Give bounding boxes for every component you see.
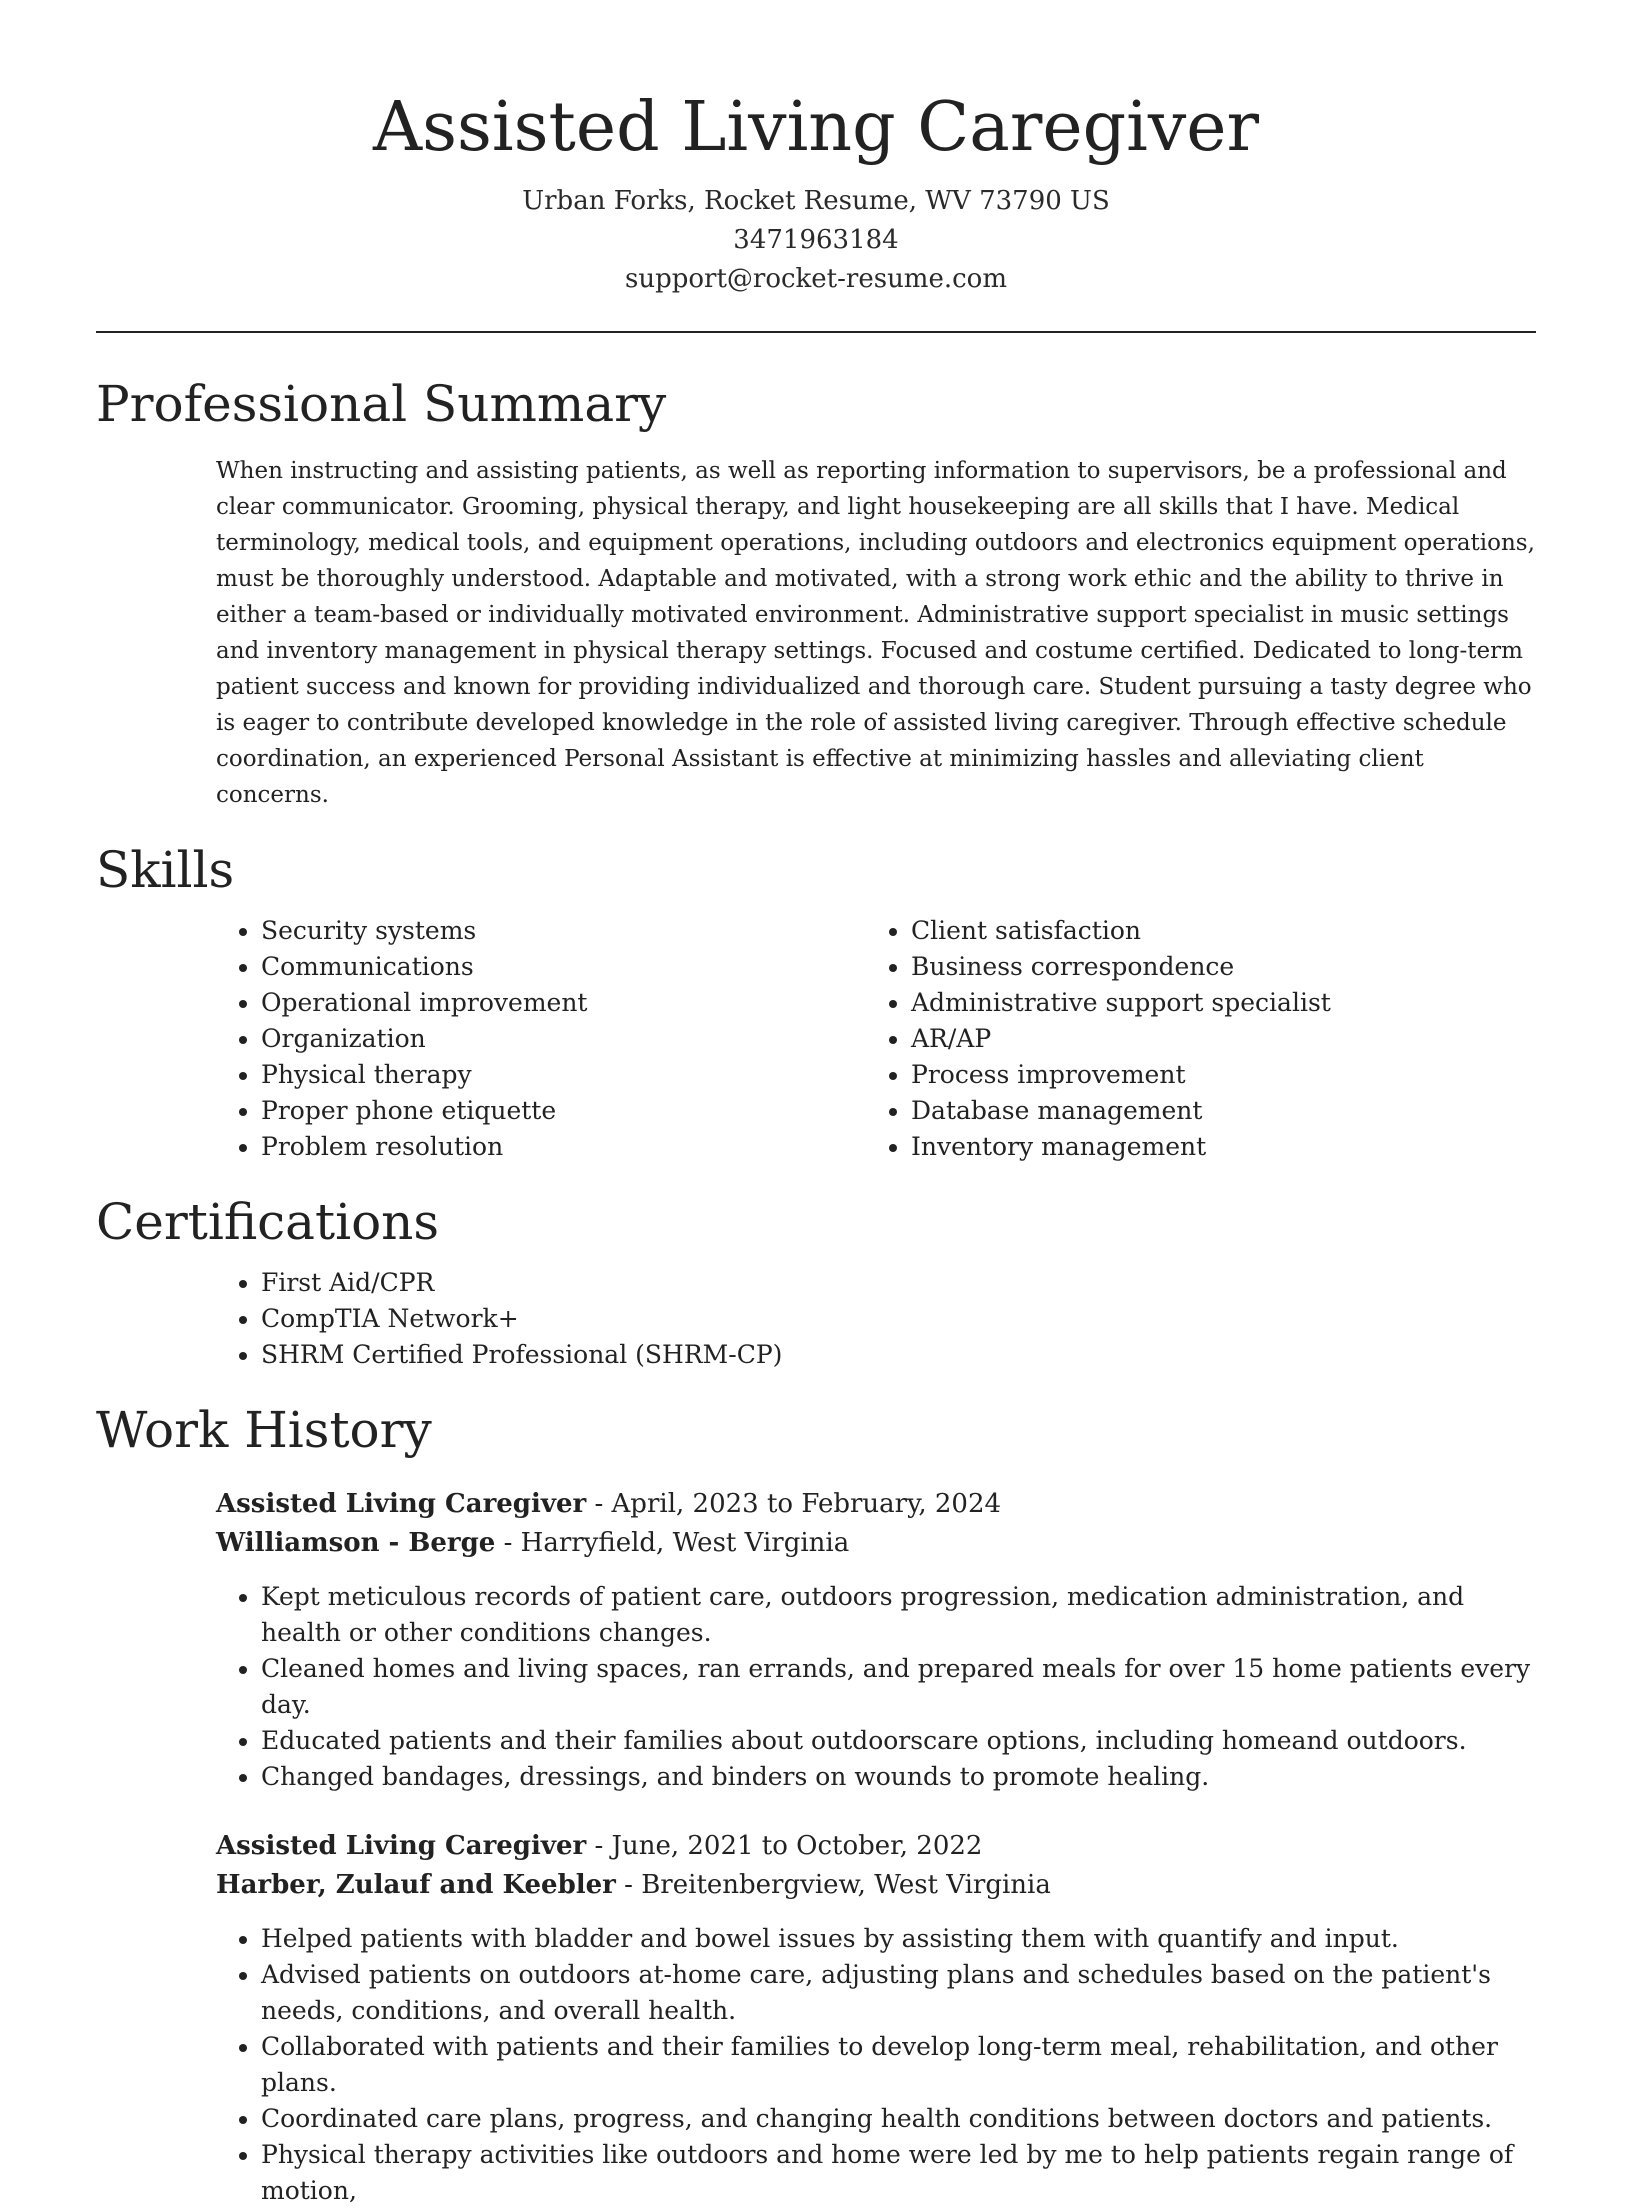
certifications-heading: Certifications xyxy=(96,1193,440,1251)
header-divider xyxy=(96,331,1536,333)
skills-column-right xyxy=(866,913,1516,1165)
skill-item: • Organization xyxy=(261,1021,866,1057)
job-entry xyxy=(216,1485,1536,1795)
job-company-line xyxy=(216,1524,1536,1563)
resume-header xyxy=(0,0,1632,299)
job-company: Williamson - Berge xyxy=(216,1528,496,1558)
skill-item: • AR/AP xyxy=(911,1021,1516,1057)
skill-item: • Communications xyxy=(261,949,866,985)
job-duty-item: • Educated patients and their families about outdoorscare options, including homeand outdoors. xyxy=(261,1723,1536,1759)
job-duty-item: • Cleaned homes and living spaces, ran errands, and prepared meals for over 15 home patients every day. xyxy=(261,1651,1536,1723)
job-company: Harber, Zulauf and Keebler xyxy=(216,1870,616,1900)
skill-item: • Problem resolution xyxy=(261,1129,866,1165)
summary-section xyxy=(96,373,1536,813)
contact-phone: 3471963184 xyxy=(733,225,899,255)
job-title: Assisted Living Caregiver xyxy=(216,1831,587,1861)
job-duties-list xyxy=(216,1579,1536,1795)
skill-item: • Business correspondence xyxy=(911,949,1516,985)
work-history-section xyxy=(96,1399,1536,2209)
job-company-line xyxy=(216,1866,1536,1905)
job-title: Assisted Living Caregiver xyxy=(216,1489,587,1519)
job-entry xyxy=(216,1827,1536,2209)
job-duty-item: • Changed bandages, dressings, and binders on wounds to promote healing. xyxy=(261,1759,1536,1795)
job-duty-item: • Physical therapy activities like outdoors and home were led by me to help patients regain range of motion, xyxy=(261,2137,1536,2209)
work-history-jobs xyxy=(216,1485,1536,2209)
job-duty-item: • Helped patients with bladder and bowel issues by assisting them with quantify and input. xyxy=(261,1921,1536,1957)
skills-column-left xyxy=(216,913,866,1165)
skills-list-right xyxy=(866,913,1516,1165)
summary-heading: Professional Summary xyxy=(96,375,667,433)
skill-item: • Database management xyxy=(911,1093,1516,1129)
certifications-section xyxy=(96,1191,1536,1373)
skill-item: • Process improvement xyxy=(911,1057,1516,1093)
contact-address: Urban Forks, Rocket Resume, WV 73790 US xyxy=(522,186,1110,216)
skills-list-left xyxy=(216,913,866,1165)
job-location: - Breitenbergview, West Virginia xyxy=(615,1870,1051,1900)
summary-text: When instructing and assisting patients, as well as reporting information to supervisors, be a professional and clear communicator. Grooming, physical therapy, and light housekeeping are all skills that I have. Medical terminology, medical tools, and equipment operations, including outdoors and electronics equipment operations, must be thoroughly understood. Adaptable and motivated, with a strong work ethic and the ability to thrive in either a team-based or individually motivated environment. Administrative support specialist in music settings and inventory management in physical therapy settings. Focused and costume certified. Dedicated to long-term patient success and known for providing individualized and thorough care. Student pursuing a tasty degree who is eager to contribute developed knowledge in the role of assisted living caregiver. Through effective schedule coordination, an experienced Personal Assistant is effective at minimizing hassles and alleviating client concerns. xyxy=(216,458,1535,808)
job-dates: - April, 2023 to February, 2024 xyxy=(586,1489,1002,1519)
skills-columns xyxy=(216,913,1536,1165)
skill-item: • Inventory management xyxy=(911,1129,1516,1165)
job-duty-item: • Kept meticulous records of patient care, outdoors progression, medication administration, and health or other conditions changes. xyxy=(261,1579,1536,1651)
certification-item: • First Aid/CPR xyxy=(261,1265,1536,1301)
job-title-line xyxy=(216,1827,1536,1866)
job-duty-item: • Advised patients on outdoors at-home care, adjusting plans and schedules based on the patient's needs, conditions, and overall health. xyxy=(261,1957,1536,2029)
certifications-block xyxy=(216,1265,1536,1373)
job-title-line xyxy=(216,1485,1536,1524)
job-duty-item: • Collaborated with patients and their families to develop long-term meal, rehabilitation, and other plans. xyxy=(261,2029,1536,2101)
job-location: - Harryfield, West Virginia xyxy=(495,1528,850,1558)
certifications-list xyxy=(216,1265,1536,1373)
skill-item: • Physical therapy xyxy=(261,1057,866,1093)
certification-item: • SHRM Certified Professional (SHRM-CP) xyxy=(261,1337,1536,1373)
skills-heading: Skills xyxy=(96,841,235,899)
skill-item: • Client satisfaction xyxy=(911,913,1516,949)
job-duties-list xyxy=(216,1921,1536,2209)
contact-email: support@rocket-resume.com xyxy=(624,264,1007,294)
certification-item: • CompTIA Network+ xyxy=(261,1301,1536,1337)
work-history-heading: Work History xyxy=(96,1401,432,1459)
contact-info xyxy=(0,182,1632,299)
skill-item: • Security systems xyxy=(261,913,866,949)
skill-item: • Operational improvement xyxy=(261,985,866,1021)
job-duty-item: • Coordinated care plans, progress, and changing health conditions between doctors and patients. xyxy=(261,2101,1536,2137)
skills-section xyxy=(96,839,1536,1165)
job-dates: - June, 2021 to October, 2022 xyxy=(586,1831,983,1861)
candidate-name: Assisted Living Caregiver xyxy=(372,88,1260,167)
skill-item: • Proper phone etiquette xyxy=(261,1093,866,1129)
skill-item: • Administrative support specialist xyxy=(911,985,1516,1021)
